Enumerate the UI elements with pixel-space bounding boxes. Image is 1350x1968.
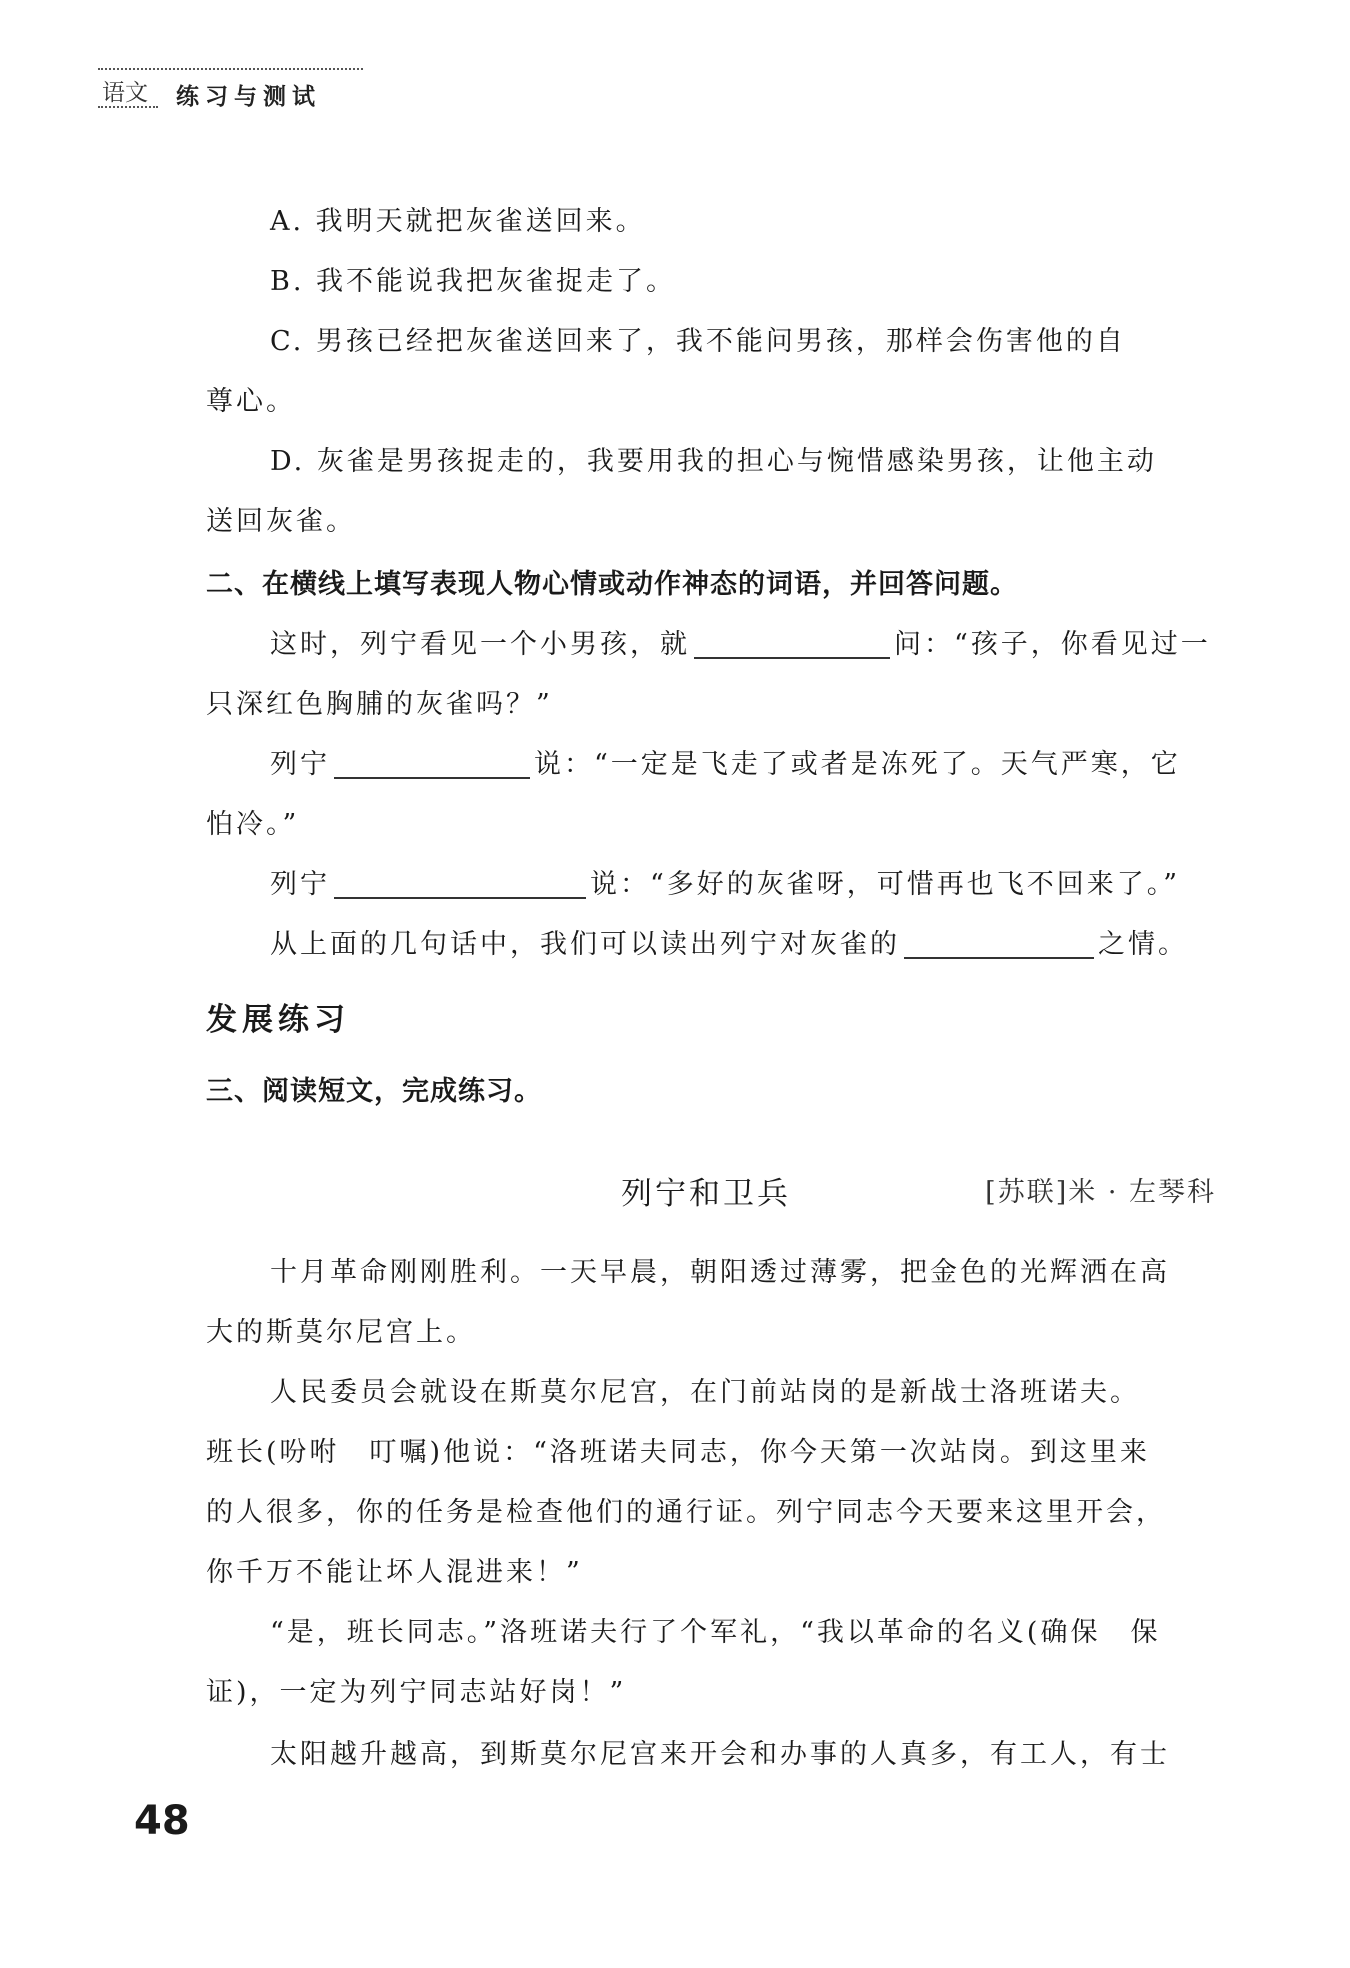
story-line: 的人很多，你的任务是检查他们的通行证。列宁同志今天要来这里开会， [206,1497,1166,1528]
q2-sentence-4 [270,925,1280,965]
story-line: 大的斯莫尔尼宫上。 [206,1317,476,1348]
q2-s2-after: 说：“一定是飞走了或者是冻死了。天气严寒，它 [534,749,1181,780]
story-line: “是，班长同志。”洛班诺夫行了个军礼，“我以革命的名义(确保 保 [270,1617,1161,1648]
story-line: 太阳越升越高，到斯莫尔尼宫来开会和办事的人真多，有工人，有士 [270,1739,1170,1770]
header-dotted-rule [98,68,363,70]
story-line: 证)，一定为列宁同志站好岗！” [206,1677,627,1708]
story-title: 列宁和卫兵 [621,1176,791,1212]
question-2-heading: 二、在横线上填写表现人物心情或动作神态的词语，并回答问题。 [206,569,1018,600]
story-author: [苏联]米 · 左琴科 [985,1177,1216,1208]
story-line: 班长(吩咐 叮嘱)他说：“洛班诺夫同志，你今天第一次站岗。到这里来 [206,1437,1150,1468]
option-c: C. 男孩已经把灰雀送回来了，我不能问男孩，那样会伤害他的自 [270,326,1126,357]
story-line: 人民委员会就设在斯莫尔尼宫，在门前站岗的是新战士洛班诺夫。 [270,1377,1140,1408]
q2-sentence-3 [270,865,1280,905]
option-d: D. 灰雀是男孩捉走的，我要用我的担心与惋惜感染男孩，让他主动 [270,446,1157,477]
q2-sentence-1-continued: 只深红色胸脯的灰雀吗？” [206,689,553,720]
fill-blank-3[interactable] [334,867,586,899]
option-c-continued: 尊心。 [206,386,296,417]
page-header [98,66,363,110]
option-a: A. 我明天就把灰雀送回来。 [270,206,646,237]
q2-s4-after: 之情。 [1098,929,1188,960]
fill-blank-4[interactable] [904,927,1094,959]
q2-sentence-2-continued: 怕冷。” [206,809,300,840]
book-title: 练习与测试 [176,84,321,110]
fill-blank-1[interactable] [694,627,890,659]
q2-s4-before: 从上面的几句话中，我们可以读出列宁对灰雀的 [270,929,900,960]
q2-sentence-1 [270,625,1280,665]
q2-s1-before: 这时，列宁看见一个小男孩，就 [270,629,690,660]
q2-s1-after: 问：“孩子，你看见过一 [894,629,1211,660]
page-number: 48 [134,1798,190,1844]
option-d-continued: 送回灰雀。 [206,506,356,537]
story-line: 你千万不能让坏人混进来！” [206,1557,583,1588]
q2-s2-before: 列宁 [270,749,330,780]
q2-s3-before: 列宁 [270,869,330,900]
story-line: 十月革命刚刚胜利。一天早晨，朝阳透过薄雾，把金色的光辉洒在高 [270,1257,1170,1288]
subject-label: 语文 [102,80,148,106]
question-3-heading: 三、阅读短文，完成练习。 [206,1076,542,1107]
q2-s3-after: 说：“多好的灰雀呀，可惜再也飞不回来了。” [590,869,1181,900]
option-b: B. 我不能说我把灰雀捉走了。 [270,266,677,297]
section-title: 发展练习 [206,1002,350,1038]
q2-sentence-2 [270,745,1280,785]
story-title-row [206,1168,1216,1212]
fill-blank-2[interactable] [334,747,530,779]
